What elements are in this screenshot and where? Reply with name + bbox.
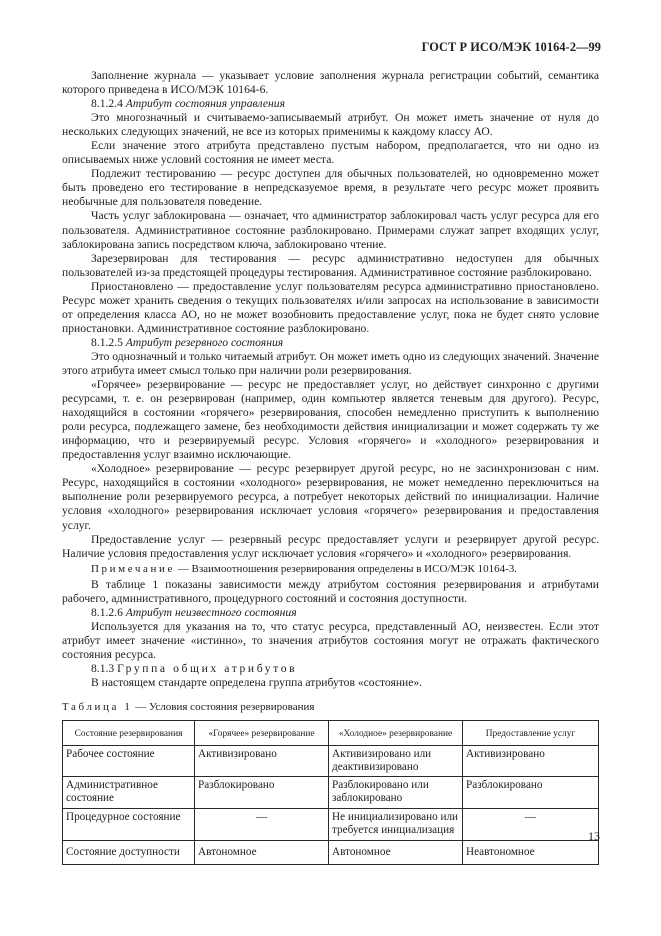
section-number: 8.1.3 <box>91 661 115 675</box>
section-heading-8126 <box>62 606 599 620</box>
paragraph: Заполнение журнала — указывает условие заполнения журнала регистрации событий, семантика которого приведена в ИСО/МЭК 10164-6. <box>62 69 599 97</box>
paragraph: Это многозначный и считываемо-записываемый атрибут. Он может иметь значение от нуля до нескольких следующих значений, не все из которых применимы к каждому классу АО. <box>62 111 599 139</box>
section-title: Группа общих атрибутов <box>117 661 298 675</box>
table-row <box>63 809 599 841</box>
table-cell: Состояние доступности <box>63 841 195 865</box>
paragraph: «Горячее» резервирование — ресурс не предоставляет услуг, но действует синхронно с другими ресурсами, т. е. он резервирован (например, один компьютер является теневым для другого). Ресурс, находящийся в состоянии «горячего» резервирования, способен немедленно приступить к выполнению роли ресурса, подлежащего замене, без необходимости действия инициализации и может содержать ту же информацию, что и резервируемый ресурс. Условия «горячего» и «холодного» резервирования и предоставления услуг взаимно исключающие. <box>62 378 599 462</box>
paragraph: Приостановлено — предоставление услуг пользователям ресурса административно приостановлено. Ресурс может хранить сведения о текущих пользователях и/или запросах на использование в зависимости от определения класса АО, но не может возобновить предоставление услуг, пока не будет снято условие приостановки. Административное состояние разблокировано. <box>62 279 599 335</box>
table-header-cell: Состояние резервирования <box>63 721 195 746</box>
table-cell: Рабочее состояние <box>63 746 195 777</box>
table-row <box>63 841 599 865</box>
section-heading-813 <box>62 662 599 676</box>
table-row <box>63 777 599 809</box>
table-cell: Разблокировано или заблокировано <box>329 777 463 809</box>
document-header: ГОСТ Р ИСО/МЭК 10164-2—99 <box>421 40 601 54</box>
note <box>62 562 599 576</box>
paragraph: Предоставление услуг — резервный ресурс предоставляет услуги и резервирует другой ресурс. Наличие условия предоставления услуг исключает условия «горячего» и «холодного» резервирования. <box>62 532 599 560</box>
note-text: — Взаимоотношения резервирования определены в ИСО/МЭК 10164-3. <box>174 562 517 575</box>
table-header-cell: Предоставление услуг <box>463 721 599 746</box>
table-header-cell: «Горячее» резервирование <box>195 721 329 746</box>
table-cell: Автономное <box>329 841 463 865</box>
table-cell: Активизировано или деактивизировано <box>329 746 463 777</box>
paragraph: Если значение этого атрибута представлено пустым набором, предполагается, что ни одно из описываемых ниже условий состояния не имеет места. <box>62 139 599 167</box>
paragraph: В настоящем стандарте определена группа атрибутов «состояние». <box>91 676 423 690</box>
table-cell: Процедурное состояние <box>63 809 195 841</box>
reservation-state-table <box>62 720 599 865</box>
table-cell: Активизировано <box>195 746 329 777</box>
section-number: 8.1.2.5 <box>91 335 123 349</box>
table-cell: Автономное <box>195 841 329 865</box>
table-header-cell: «Холодное» резервирование <box>329 721 463 746</box>
table-title: — Условия состояния резервирования <box>132 701 315 714</box>
table-header-row <box>63 721 599 746</box>
table-row <box>63 746 599 777</box>
paragraph: Используется для указания на то, что статус ресурса, представленный АО, неизвестен. Если этот атрибут имеет значение «истинно», то значения атрибутов состояния могут не отражать фактического состояния ресурса. <box>62 619 599 661</box>
page-number: 13 <box>588 829 600 843</box>
section-title: Атрибут состояния управления <box>125 97 285 111</box>
table-cell: Активизировано <box>463 746 599 777</box>
table-cell: — <box>195 809 329 841</box>
section-heading-8124 <box>62 97 599 111</box>
section-number: 8.1.2.6 <box>91 605 123 619</box>
document-body <box>62 69 599 865</box>
table-label: Таблица 1 <box>62 701 133 714</box>
table-cell: Административное состояние <box>63 777 195 809</box>
paragraph: Часть услуг заблокирована — означает, что администратор заблокировал часть услуг ресурса для его пользователя. Административное состояние разблокировано. Примерами служат запрет входящих услуг, заблокирована запись посредством ключа, заблокировано чтение. <box>62 209 599 251</box>
paragraph: Это однозначный и только читаемый атрибут. Он может иметь одно из следующих значений. Значение этого атрибута имеет смысл только при наличии роли резервирования. <box>62 349 599 377</box>
table-caption <box>62 700 599 714</box>
section-heading-8125 <box>62 336 599 350</box>
note-label: Примечание <box>91 562 175 575</box>
section-title: Атрибут резервного состояния <box>125 335 284 349</box>
table-cell: Разблокировано <box>195 777 329 809</box>
table-cell: Неавтономное <box>463 841 599 865</box>
paragraph: «Холодное» резервирование — ресурс резервирует другой ресурс, но не засинхронизован с ним. Ресурс, находящийся в состоянии «холодного» резервирования, не может немедленно переключиться на выполнение роли резервируемого ресурса, а потребует некоторых действий по инициализации. Наличие условия «холодного» резервирования исключает условия «горячего» резервирования и предоставления услуг. <box>62 462 599 532</box>
table-cell: — <box>463 809 599 841</box>
table-cell: Не инициализировано или требуется инициализация <box>329 809 463 841</box>
table-cell: Разблокировано <box>463 777 599 809</box>
section-number: 8.1.2.4 <box>91 97 123 111</box>
paragraph: Зарезервирован для тестирования — ресурс административно недоступен для обычных пользователей из-за предстоящей процедуры тестирования. Административное состояние разблокировано. <box>62 251 599 279</box>
paragraph: В таблице 1 показаны зависимости между атрибутом состояния резервирования и атрибутами рабочего, административного, процедурного состояний и состояния доступности. <box>62 577 599 605</box>
paragraph: Подлежит тестированию — ресурс доступен для обычных пользователей, но одновременно может быть проведено его тестирование в непредсказуемое время, в результате чего ресурс может проявить необычные для пользователя поведение. <box>62 167 599 209</box>
section-title: Атрибут неизвестного состояния <box>125 605 297 619</box>
